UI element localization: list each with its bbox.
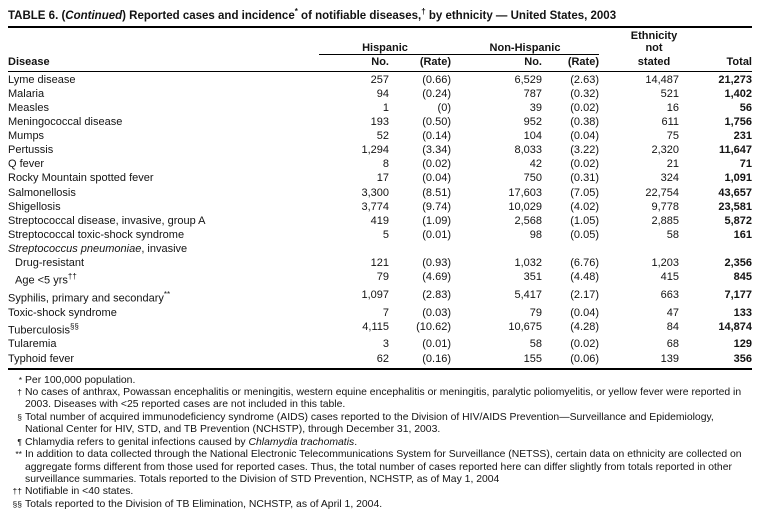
cell-hispanic-rate: (0.01) [422,338,451,351]
cell-nonhispanic-rate: (4.48) [570,271,599,284]
cell-nonhispanic-rate: (0.32) [570,87,599,100]
table-row [8,320,752,338]
cell-total: 43,657 [718,186,752,199]
footnote-marker: † [17,387,22,398]
cell-ethnicity-not-stated: 2,320 [651,144,679,157]
cell-nonhispanic-rate: (0.38) [570,116,599,129]
footnote [8,437,752,449]
cell-ethnicity-not-stated: 21 [666,158,679,171]
cell-total: 1,091 [724,172,752,185]
table-row [8,101,752,115]
footnote-marker: § [17,411,22,422]
table-row [8,270,752,288]
cell-ethnicity-not-stated: 22,754 [645,186,679,199]
cell-ethnicity-not-stated: 9,778 [651,200,679,213]
footnote-marker: * [18,374,22,385]
cell-hispanic-no: 17 [376,172,389,185]
cell-ethnicity-not-stated: 324 [660,172,679,185]
cell-hispanic-no: 419 [370,214,389,227]
table-header [8,28,752,72]
cell-total: 133 [733,306,752,319]
table-title [8,5,752,23]
cell-nonhispanic-rate: (1.05) [570,214,599,227]
cell-ethnicity-not-stated: 415 [660,271,679,284]
cell-total: 14,874 [718,320,752,333]
cell-ethnicity-not-stated [599,242,679,256]
footnotes [8,375,752,511]
table-row [8,352,752,366]
cell-hispanic-rate: (0.14) [422,130,451,143]
footnote-marker: ** [15,449,22,460]
cell-ethnicity-not-stated: 16 [666,102,679,115]
table-row [8,73,752,87]
table-row [8,186,752,200]
footnote-text: Chlamydia refers to genital infections caused by Chlamydia trachomatis. [25,436,358,448]
cell-total: 7,177 [724,288,752,301]
cell-nonhispanic-no: 8,033 [514,144,542,157]
cell-hispanic-no: 79 [376,271,389,284]
col-total: Total [726,55,752,68]
footnote-text: Per 100,000 population. [25,374,136,386]
cell-ethnicity-not-stated: 47 [666,306,679,319]
table-row [8,87,752,101]
cell-nonhispanic-rate: (0.02) [570,338,599,351]
cell-hispanic-no: 8 [382,158,389,171]
table-row [8,129,752,143]
cell-hispanic-no: 5 [382,228,389,241]
cell-ethnicity-not-stated: 139 [660,352,679,365]
col-group-hispanic: Hispanic [319,42,451,55]
cell-nonhispanic-no: 351 [523,271,542,284]
cell-nonhispanic-rate: (2.17) [570,288,599,301]
col-nonhispanic-rate: (Rate) [567,55,599,68]
cell-ethnicity-not-stated: 75 [666,130,679,143]
disease-name: Toxic-shock syndrome [8,306,117,319]
cell-nonhispanic-no: 155 [523,352,542,365]
cell-total: 5,872 [724,214,752,227]
table-row [8,157,752,171]
cell-hispanic-rate: (2.83) [422,288,451,301]
cell-nonhispanic-no [451,242,542,256]
title-part: by ethnicity — United States, 2003 [425,9,617,22]
table-row [8,306,752,320]
table-row [8,214,752,228]
footnote [8,412,752,437]
cell-total: 129 [733,338,752,351]
cell-nonhispanic-no: 787 [523,87,542,100]
cell-nonhispanic-no: 39 [529,102,542,115]
cell-hispanic-rate: (3.34) [422,144,451,157]
table-row [8,171,752,185]
cell-nonhispanic-rate [542,242,599,256]
disease-name: Rocky Mountain spotted fever [8,172,154,185]
footnote-marker: †† [12,486,22,497]
disease-name: Streptococcal toxic-shock syndrome [8,228,185,241]
table-row [8,288,752,306]
cell-nonhispanic-rate: (0.31) [570,172,599,185]
cell-nonhispanic-rate: (0.04) [570,306,599,319]
col-disease: Disease [8,55,50,68]
cell-hispanic-no [319,242,389,256]
cell-ethnicity-not-stated: 68 [666,338,679,351]
col-ethnicity-line1: Ethnicity [630,29,678,42]
title-continued: Continued [65,9,123,22]
cell-hispanic-rate: (0.01) [422,228,451,241]
title-footnote-marker-dagger: † [421,7,426,16]
cell-hispanic-no: 62 [376,352,389,365]
table-row [8,200,752,214]
cell-total: 11,647 [718,144,752,157]
cell-nonhispanic-no: 5,417 [514,288,542,301]
disease-name: Malaria [8,87,45,100]
footnote [8,449,752,486]
cell-hispanic-rate: (0.16) [422,352,451,365]
footnote [8,375,752,387]
table-row [8,115,752,129]
cell-hispanic-rate: (9.74) [422,200,451,213]
title-part: of notifiable diseases, [297,9,422,22]
cell-nonhispanic-no: 10,675 [508,320,542,333]
cell-nonhispanic-rate: (4.02) [570,200,599,213]
cell-ethnicity-not-stated: 521 [660,87,679,100]
cell-nonhispanic-rate: (0.06) [570,352,599,365]
table-row [8,242,752,256]
title-part: TABLE 6. ( [8,9,66,22]
col-hispanic-rate: (Rate) [419,55,451,68]
disease-name: Measles [8,102,49,115]
header-row-1 [8,28,752,42]
cell-total: 231 [733,130,752,143]
cell-hispanic-no: 1 [382,102,389,115]
cell-ethnicity-not-stated: 84 [666,320,679,333]
header-row-3 [8,55,752,69]
cell-nonhispanic-no: 6,529 [514,73,542,86]
cell-total: 2,356 [724,257,752,270]
col-nonhispanic-no: No. [524,55,542,68]
col-hispanic-no: No. [371,55,389,68]
disease-name: Typhoid fever [8,352,75,365]
footnote-text: Total number of acquired immunodeficiency syndrome (AIDS) cases reported to the Division of HIV/AIDS Prevention—Surveillance and Epidemiology, National Center for HIV, STD, and TB Prevention (NCHSTP), through December 31, 2003. [25,411,714,436]
table-row [8,337,752,351]
footnote [8,387,752,412]
cell-hispanic-rate: (0.02) [422,158,451,171]
cell-hispanic-no: 4,115 [362,320,389,333]
cell-total: 71 [739,158,752,171]
cell-total [679,242,752,256]
col-ethnicity-not-stated [599,30,679,42]
cell-nonhispanic-no: 952 [523,116,542,129]
footnote-text: Notifiable in <40 states. [25,486,134,498]
cell-total: 1,756 [724,116,752,129]
table-row [8,228,752,242]
cell-hispanic-no: 121 [370,257,389,270]
disease-name: Streptococcus pneumoniae, invasive [8,242,188,255]
cell-nonhispanic-no: 58 [529,338,542,351]
footnote-text: In addition to data collected through the National Electronic Telecommunications System for Surveillance (NETSS), certain data on ethnicity are collected on aggregate forms different from those used for reported cases. Thus, the total number of cases reported here can differ slightly from totals reported in other surveillance summaries. Totals reported to the Division of STD Prevention, NCHSTP, as of May 1, 2004 [25,449,742,485]
cell-hispanic-rate: (0.04) [422,172,451,185]
col-group-non-hispanic: Non-Hispanic [451,42,599,55]
cell-nonhispanic-rate: (0.05) [570,228,599,241]
cell-ethnicity-not-stated: 58 [666,228,679,241]
cell-hispanic-rate: (1.09) [422,214,451,227]
footnote [8,499,752,511]
cell-hispanic-no: 3,300 [361,186,389,199]
cell-hispanic-rate: (10.62) [416,320,451,333]
table-row [8,256,752,270]
disease-name: Tularemia [8,338,57,351]
cell-hispanic-rate: (4.69) [422,271,451,284]
disease-name: Q fever [8,158,45,171]
cell-total: 23,581 [718,200,752,213]
cell-hispanic-no: 257 [370,73,389,86]
disease-name: Pertussis [8,144,54,157]
cell-hispanic-rate [389,242,451,256]
cell-hispanic-no: 3 [382,338,389,351]
table-row [8,143,752,157]
cell-hispanic-no: 1,294 [361,144,389,157]
disease-name: Age <5 yrs†† [15,272,77,287]
cell-nonhispanic-no: 104 [523,130,542,143]
cell-hispanic-no: 1,097 [361,288,389,301]
disease-name: Syphilis, primary and secondary** [8,289,171,305]
col-ethnicity-not-stated [599,42,679,55]
cell-nonhispanic-rate: (7.05) [570,186,599,199]
cell-ethnicity-not-stated: 2,885 [651,214,679,227]
cell-ethnicity-not-stated: 1,203 [651,257,679,270]
footnote-text: No cases of anthrax, Powassan encephalitis or meningitis, western equine encephalitis or meningitis, paralytic poliomyelitis, or yellow fever were reported in 2003. Diseases with <25 reported cases are not included in this table. [25,387,742,411]
cell-hispanic-no: 193 [370,116,389,129]
disease-name: Shigellosis [8,200,61,213]
cell-nonhispanic-no: 1,032 [514,257,542,270]
footnote-text: Totals reported to the Division of TB Elimination, NCHSTP, as of April 1, 2004. [25,498,383,510]
col-ethnicity-not-stated [599,56,679,69]
cell-hispanic-rate: (8.51) [422,186,451,199]
cell-nonhispanic-no: 98 [529,228,542,241]
cell-nonhispanic-rate: (2.63) [570,73,599,86]
title-footnote-marker-asterisk: * [294,7,298,16]
cell-ethnicity-not-stated: 663 [660,288,679,301]
cell-total: 161 [733,228,752,241]
cell-total: 356 [733,352,752,365]
cell-hispanic-no: 3,774 [361,200,389,213]
cell-hispanic-rate: (0.03) [422,306,451,319]
disease-name: Tuberculosis§§ [8,321,79,337]
cell-nonhispanic-rate: (3.22) [570,144,599,157]
title-part: ) Reported cases and incidence [122,9,295,22]
footnote-marker: ¶ [17,436,22,447]
disease-name: Streptococcal disease, invasive, group A [8,214,206,227]
cell-hispanic-rate: (0.50) [422,116,451,129]
cell-total: 21,273 [718,73,752,86]
cell-hispanic-rate: (0.24) [422,87,451,100]
cell-ethnicity-not-stated: 611 [661,116,679,129]
cell-ethnicity-not-stated: 14,487 [645,73,679,86]
footnote-marker: §§ [12,498,22,509]
disease-name: Drug-resistant [15,257,85,270]
cell-nonhispanic-no: 2,568 [514,214,542,227]
cell-nonhispanic-rate: (4.28) [570,320,599,333]
cell-nonhispanic-rate: (0.04) [570,130,599,143]
disease-name: Salmonellosis [8,186,76,199]
header-row-2 [8,42,752,55]
cell-nonhispanic-no: 79 [529,306,542,319]
footnote [8,486,752,498]
cell-total: 56 [739,102,752,115]
cell-hispanic-rate: (0.93) [422,257,451,270]
cell-total: 1,402 [724,87,752,100]
col-ethnicity-line2: not [645,41,663,54]
cell-nonhispanic-no: 42 [529,158,542,171]
table-body [8,72,752,370]
cell-nonhispanic-no: 10,029 [508,200,542,213]
cell-hispanic-no: 7 [382,306,389,319]
cell-hispanic-rate: (0.66) [422,73,451,86]
disease-name: Mumps [8,130,45,143]
cell-total: 845 [733,271,752,284]
cell-nonhispanic-no: 750 [523,172,542,185]
cell-nonhispanic-rate: (6.76) [570,257,599,270]
disease-name: Meningococcal disease [8,116,123,129]
cell-hispanic-rate: (0) [437,102,451,115]
cell-nonhispanic-rate: (0.02) [570,102,599,115]
cell-hispanic-no: 94 [376,87,389,100]
cell-nonhispanic-no: 17,603 [508,186,542,199]
cell-nonhispanic-rate: (0.02) [570,158,599,171]
col-ethnicity-line3: stated [637,55,671,68]
cell-hispanic-no: 52 [376,130,389,143]
disease-name: Lyme disease [8,73,76,86]
